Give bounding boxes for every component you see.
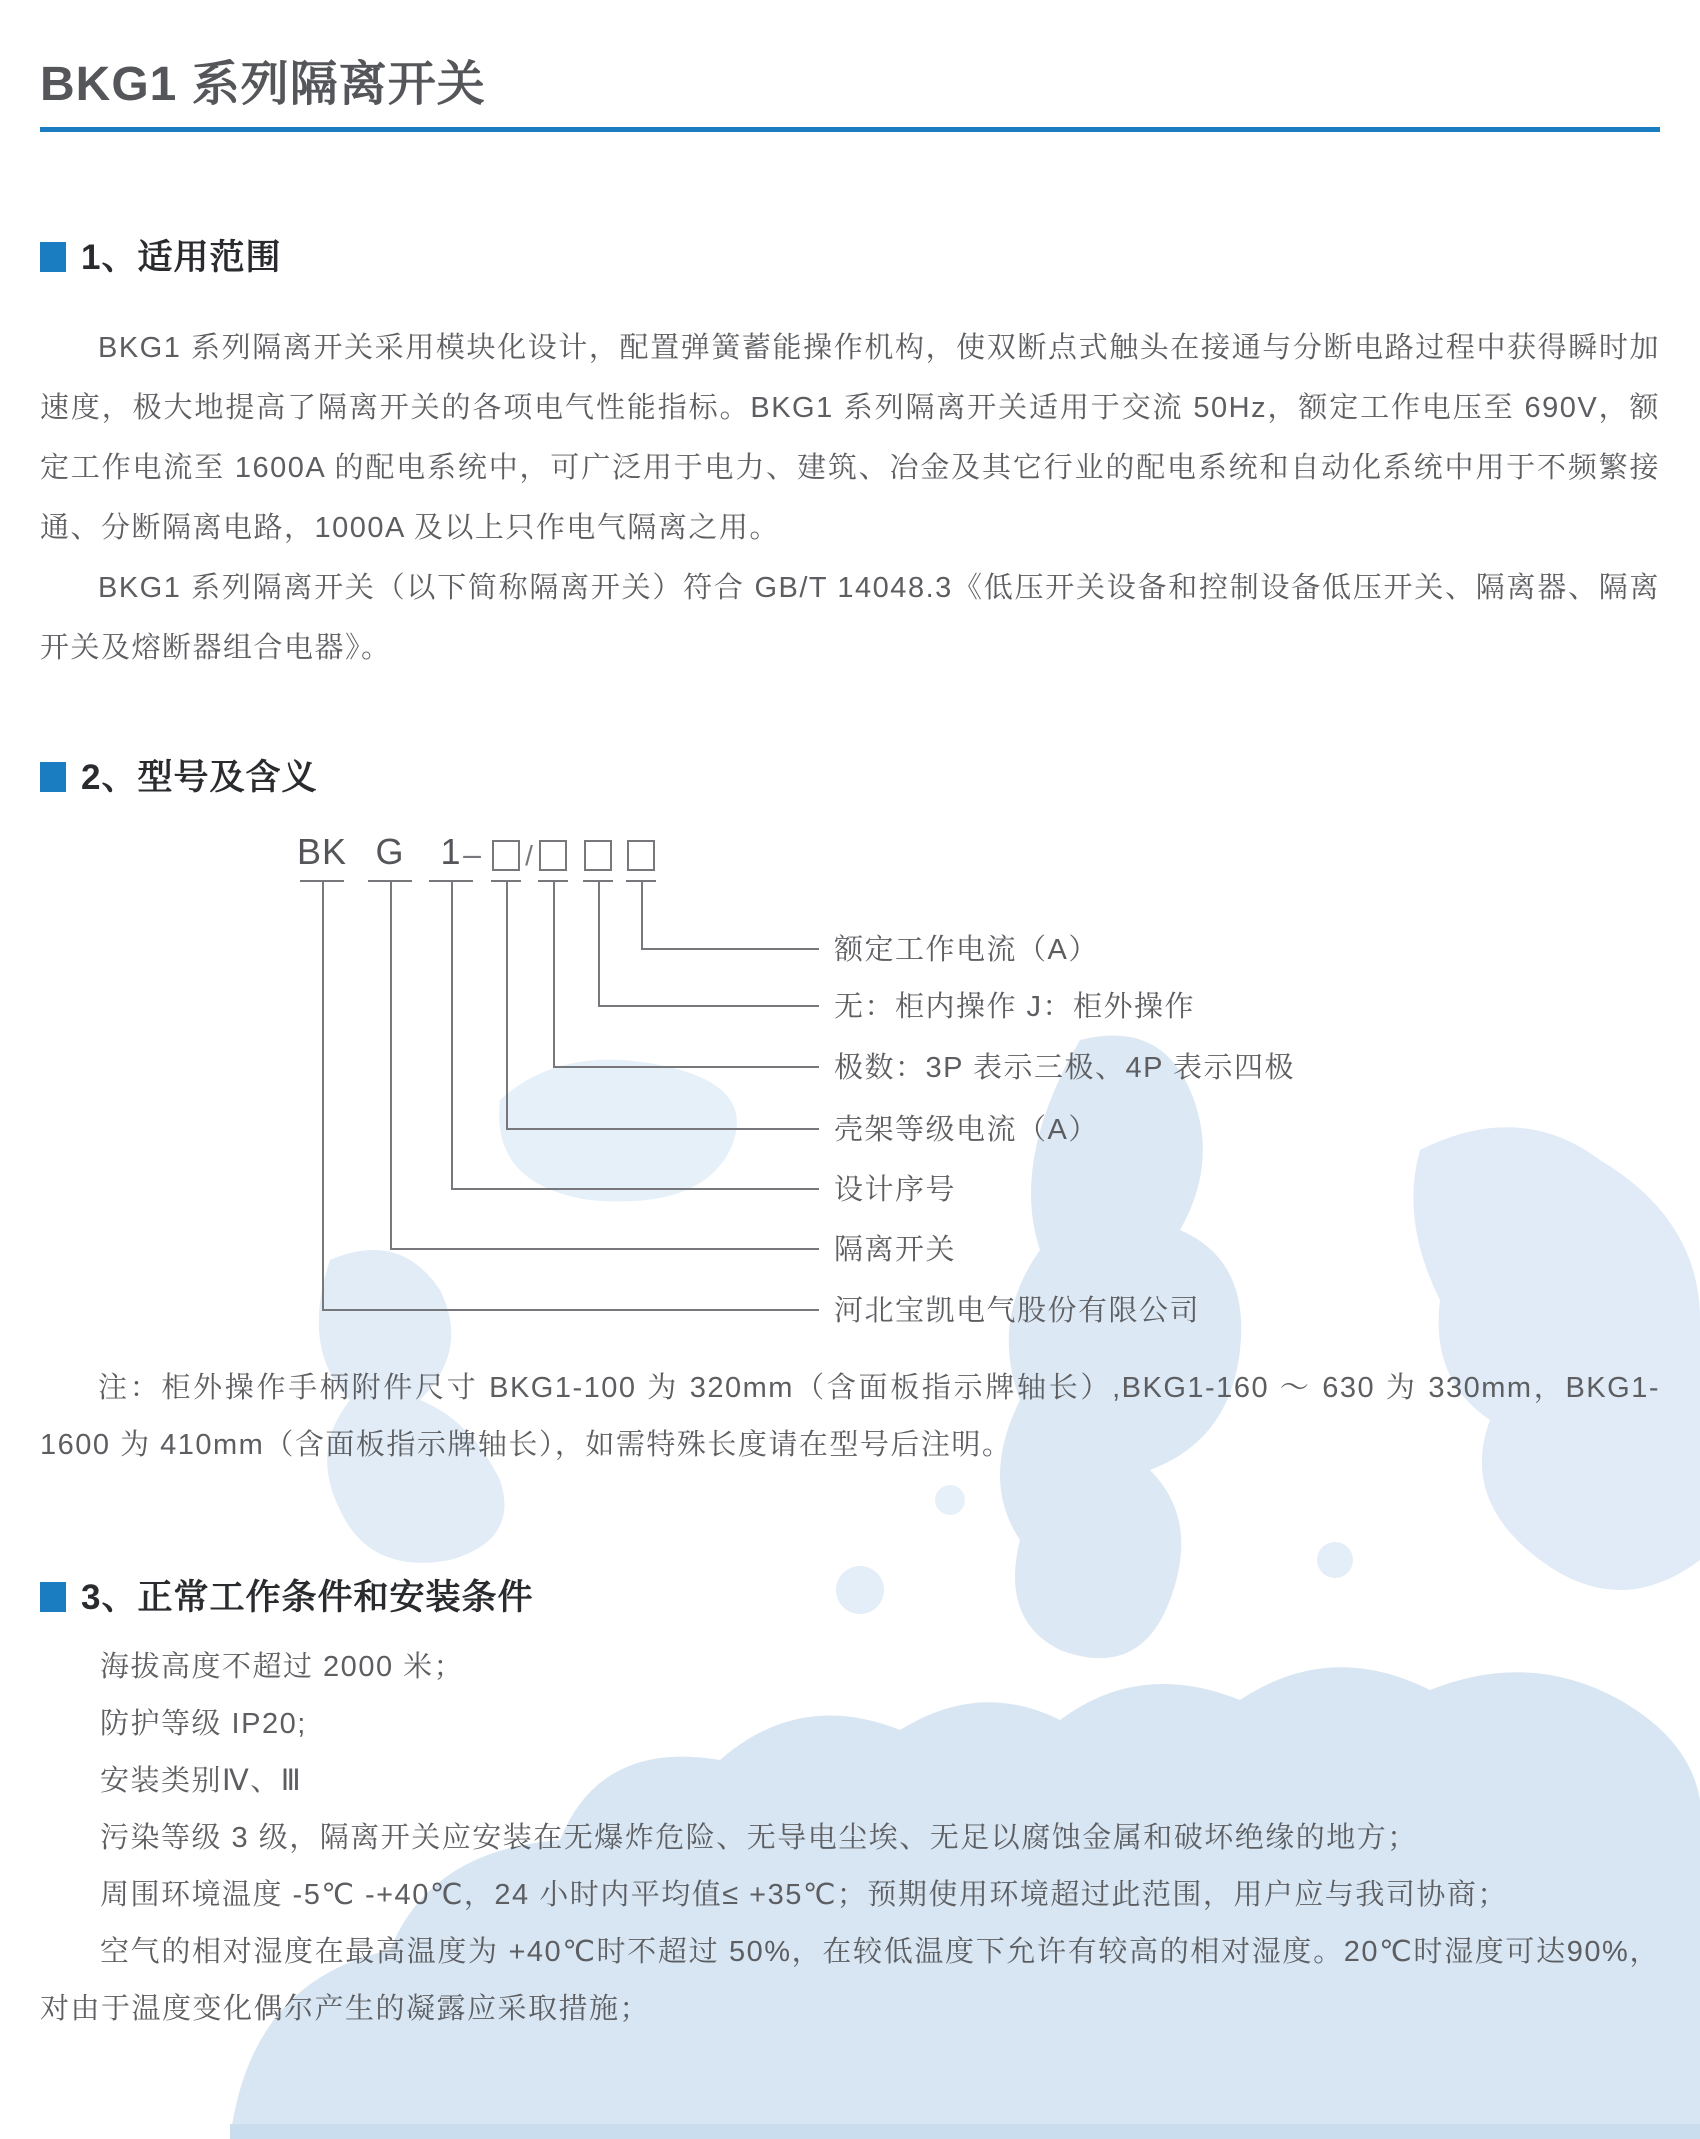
condition-item: 周围环境温度 -5℃ -+40℃，24 小时内平均值≤ +35℃；预期使用环境超过此范围，用户应与我司协商； — [100, 1879, 1508, 1911]
section1-paragraph-2: BKG1 系列隔离开关（以下简称隔离开关）符合 GB/T 14048.3《低压开关设备和控制设备低压开关、隔离器、隔离开关及熔断器组合电器》。 — [40, 572, 1660, 664]
section2-heading — [40, 753, 1660, 797]
humidity-paragraph: 空气的相对湿度在最高温度为 +40℃时不超过 50%，在较低温度下允许有较高的相对湿度。20℃时湿度可达90%，对由于温度变化偶尔产生的凝露应采取措施； — [40, 1936, 1660, 2025]
model-slash: / — [525, 840, 533, 871]
condition-item: 安装类别Ⅳ、Ⅲ — [100, 1765, 303, 1797]
condition-item: 防护等级 IP20; — [100, 1708, 307, 1740]
section1-paragraph-1: BKG1 系列隔离开关采用模块化设计，配置弹簧蓄能操作机构，使双断点式触头在接通与分断电路过程中获得瞬时加速度，极大地提高了隔离开关的各项电气性能指标。BKG1 系列隔离开关适用于交流 50Hz，额定工作电压至 690V，额定工作电流至 1600A 的配电系统中，可广泛用于电力、建筑、冶金及其它行业的配电系统和自动化系统中用于不频繁接通、分断隔离电路，1000A 及以上只作电气隔离之用。 — [40, 332, 1660, 544]
section-bullet-icon — [40, 1582, 66, 1612]
model-placeholder-box — [627, 840, 655, 871]
model-code-part: G — [375, 831, 405, 872]
section1-heading-label: 1、适用范围 — [81, 238, 282, 277]
model-label: 壳架等级电流（A） — [834, 1114, 1099, 1146]
conditions-list — [40, 1639, 1660, 1924]
condition-item: 污染等级 3 级，隔离开关应安装在无爆炸危险、无导电尘埃、无足以腐蚀金属和破坏绝缘的地方； — [100, 1822, 1418, 1854]
model-designation-diagram — [40, 828, 1660, 1338]
model-label: 河北宝凯电气股份有限公司 — [834, 1295, 1201, 1327]
condition-item: 海拔高度不超过 2000 米； — [100, 1651, 465, 1683]
page-title: BKG1 系列隔离开关 — [40, 58, 486, 111]
section-bullet-icon — [40, 242, 66, 272]
section3-heading — [40, 1573, 1660, 1617]
title-rule — [40, 127, 1660, 132]
model-placeholder-box — [539, 840, 567, 871]
diagram-connector — [322, 881, 819, 1311]
model-label: 极数：3P 表示三极、4P 表示四极 — [834, 1052, 1296, 1084]
model-note: 注：柜外操作手柄附件尺寸 BKG1-100 为 320mm（含面板指示牌轴长）,BKG1-160 ～ 630 为 330mm，BKG1-1600 为 410mm（含面板指示牌轴长），如需特殊长度请在型号后注明。 — [40, 1372, 1660, 1461]
model-label: 额定工作电流（A） — [834, 934, 1099, 966]
model-label: 隔离开关 — [834, 1234, 957, 1266]
model-code-part: 1 — [440, 831, 462, 872]
model-placeholder-box — [584, 840, 612, 871]
section2-heading-label: 2、型号及含义 — [81, 758, 318, 797]
model-label: 无：柜内操作 J：柜外操作 — [834, 991, 1196, 1023]
model-placeholder-box — [492, 840, 520, 871]
model-label: 设计序号 — [834, 1174, 957, 1206]
model-code-part: BK — [296, 831, 348, 872]
model-dash: – — [463, 836, 481, 872]
section3-heading-label: 3、正常工作条件和安装条件 — [81, 1578, 534, 1617]
section1-heading — [40, 233, 1660, 277]
section-bullet-icon — [40, 762, 66, 792]
